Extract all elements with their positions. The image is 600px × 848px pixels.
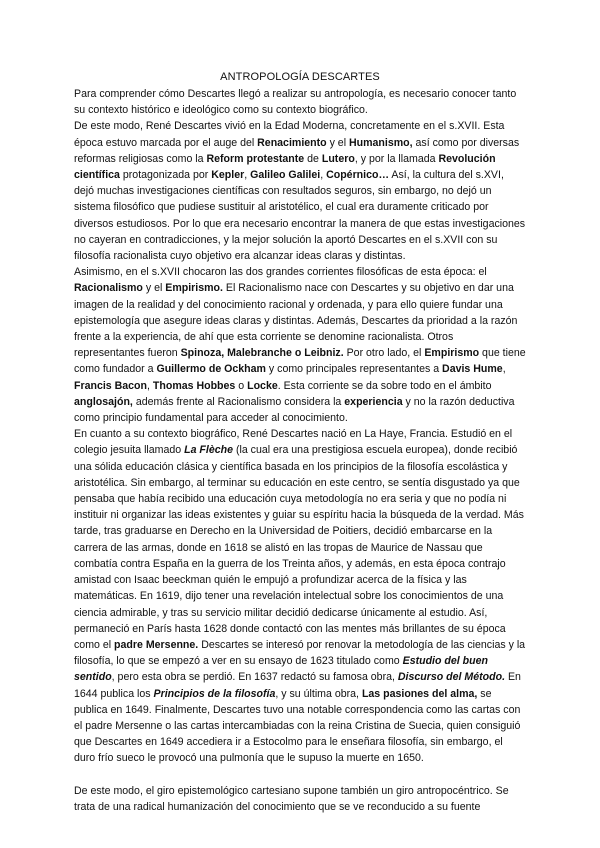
emphasis-text: Locke [247, 379, 278, 392]
text-run: Asimismo, en el s.XVII chocaron las dos grandes corrientes filosóficas de esta época: el [74, 266, 487, 279]
text-run: así como por diversas reformas religiosas como la [74, 136, 520, 165]
text-run: (la cual era una prestigiosa escuela europea), donde recibió una sólida educación clásica y científica basada en los principios de la filosofía escolástica y aristotélica. Sin embargo, al terminar su educación en este centro, se sentía disgustado ya que pensaba que había recibido una educación cuya metodología no era seria y que no podía ni instituir ni organizar las ideas existentes y guiar su espíritu hacia la búsqueda de la verdad. Más tarde, tras graduarse en Derecho en la Universidad de Poitiers, decidió embarcarse en la carrera de las armas, donde en 1618 se alistó en las tropas de Maurice de Nassau que combatía contra España en la guerra de los Treinta años, y además, en esta época contrajo amistad con Isaac beeckman quién le empujó a profundizar acerca de la física y las matemáticas. En 1619, dijo tener una revelación intelectual sobre los conocimientos de una ciencia admirable, y tras su servicio militar decidió dedicarse únicamente al estudio. Así, permaneció en París hasta 1628 donde contactó con las mentes más brillantes de su época como el [74, 444, 524, 651]
document-title: ANTROPOLOGÍA DESCARTES [220, 71, 380, 83]
text-run: . Esta corriente se da sobre todo en el ámbito [277, 379, 492, 392]
text-run: Para comprender cómo Descartes llegó a realizar su antropología, es necesario conocer tanto su contexto histórico e ideológico como su contexto biográfico. [74, 88, 517, 117]
emphasis-text: Guillermo de Ockham [156, 363, 266, 376]
text-run: , [320, 169, 327, 182]
text-run: , [147, 379, 153, 392]
text-run: o [235, 379, 248, 392]
paragraph-1 [74, 86, 526, 118]
paragraph-4 [74, 426, 526, 766]
emphasis-text: La Flèche [184, 444, 233, 457]
text-run: de [304, 152, 322, 165]
paragraph-5 [74, 783, 526, 815]
emphasis-text: Renacimiento [257, 136, 327, 149]
emphasis-text: Revolución científica [74, 152, 496, 182]
text-run: En cuanto a su contexto biográfico, René Descartes nació en La Haye, Francia. Estudió en el colegio jesuita llamado [74, 428, 513, 457]
text-run: , y por la llamada [354, 152, 439, 165]
text-run: Así, la cultura del s.XVI, dejó muchas investigaciones científicas con resultados seguros, sin embargo, no dejó un sistema filosófico que pudiese sustituir al aristotélico, el cual era duramente criticado por diversos estudiosos. Por lo que era necesario encontrar la manera de que estas investigaciones no cayeran en contradicciones, y la mejor solución la aportó Descartes en el s.XVII con su filosofía racionalista cuyo objetivo era alcanzar ideas claras y distintas. [74, 169, 526, 263]
emphasis-text: Humanismo, [349, 136, 413, 149]
text-run: , [244, 169, 251, 182]
paragraph-2 [74, 118, 526, 264]
text-run: , y su última obra, [275, 687, 362, 700]
document-body [74, 86, 526, 815]
emphasis-text: experiencia [344, 395, 403, 408]
emphasis-text: Reform protestante [206, 152, 305, 165]
emphasis-text: Kepler [211, 169, 245, 182]
emphasis-text [398, 671, 505, 683]
text-run: que tiene como fundador a [74, 347, 526, 376]
emphasis-text: Galileo Galilei [250, 169, 321, 182]
text-run: El Racionalismo nace con Descartes y su objetivo en dar una imagen de la realidad y del conocimiento racional y ordenada, y para ello quiere fundar una epistemología que asegure ideas claras y distintas. Además, Descartes da prioridad a la razón frente a la experiencia, de ahí que esta corriente se denomine racionalista. Otros representantes fueron [74, 282, 518, 360]
text-run: y no la razón deductiva como principio fundamental para acceder al conocimiento. [74, 395, 515, 425]
text-run: y el [326, 136, 349, 149]
emphasis-text: Francis Bacon [74, 379, 148, 392]
paragraph-gap [74, 767, 526, 783]
emphasis-text: Racionalismo [74, 282, 143, 295]
text-run: protagonizada por [119, 169, 212, 182]
emphasis-text: Principios de la filosofía [153, 687, 276, 700]
text-run: además frente al Racionalismo considera la [132, 395, 345, 408]
text-run: , [502, 363, 506, 376]
text-run: y el [142, 282, 166, 295]
emphasis-text: Copérnico… [326, 169, 390, 182]
text-run: y como principales representantes a [265, 363, 443, 376]
text-run: Descartes se interesó por renovar la metodología de las ciencias y la filosofía, lo que se empezó a ver en su ensayo de 1623 titulado como [74, 638, 526, 668]
emphasis-text: Discurso del Método. [397, 671, 506, 684]
emphasis-text: Thomas Hobbes [152, 379, 236, 392]
emphasis-text: anglosajón, [74, 395, 133, 408]
text-run: , pero esta obra se perdió. En 1637 redactó su famosa obra, [111, 671, 398, 684]
emphasis-text: Empirismo [424, 347, 480, 360]
text-run: De este modo, el giro epistemológico cartesiano supone también un giro antropocéntrico. Se trata de una radical humanización del conocimiento que se ve reconducido a su fuente [74, 784, 509, 813]
emphasis-text: Lutero [321, 152, 355, 165]
emphasis-text: Estudio del buen sentido [74, 655, 488, 684]
emphasis-text: padre Mersenne. [114, 638, 199, 651]
emphasis-text: Spinoza, Malebranche o Leibniz. [180, 347, 344, 360]
text-run: Por otro lado, el [343, 347, 425, 360]
emphasis-text: Las pasiones del alma, [361, 687, 478, 700]
paragraph-3 [74, 264, 526, 426]
text-run: se publica en 1649. Finalmente, Descartes tuvo una notable correspondencia como las cartas con el padre Mersenne o las cartas intercambiadas con la reina Cristina de Suecia, quien consiguió que Descartes en 1649 accediera ir a Estocolmo para le enseñara filosofía, sin embargo, el duro frío sueco le provocó una pulmonía que le supuso la muerte en 1650. [74, 687, 521, 765]
text-run: En 1644 publica los [74, 671, 521, 700]
text-run: De este modo, René Descartes vivió en la Edad Moderna, concretamente en el s.XVII. Esta época estuvo marcada por el auge del [74, 120, 505, 149]
emphasis-text [154, 688, 276, 700]
emphasis-text: Davis Hume [442, 363, 503, 376]
emphasis-text [184, 444, 233, 456]
emphasis-text: Empirismo. [165, 282, 223, 295]
